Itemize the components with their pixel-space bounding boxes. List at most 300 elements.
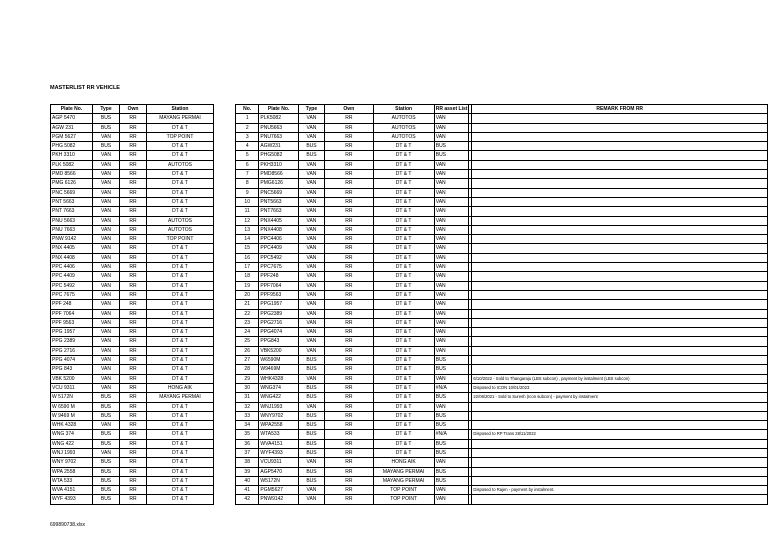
table-cell: Disposed to Rajen - payment by instalment. <box>472 486 768 495</box>
table-cell: DT & T <box>373 290 434 299</box>
table-row <box>236 402 768 411</box>
table-cell: PMG6126 <box>259 179 298 188</box>
table-cell: VAN <box>434 170 469 179</box>
table-cell: PMD8566 <box>259 170 298 179</box>
table-cell: VAN <box>434 281 469 290</box>
table-row <box>51 225 214 234</box>
table-cell: VAN <box>434 114 469 123</box>
table-cell: DT & T <box>373 216 434 225</box>
table-cell: PPF 248 <box>51 300 93 309</box>
table-cell: VAN <box>298 290 324 299</box>
table-cell: PPG2716 <box>259 318 298 327</box>
table-cell: WPA 2558 <box>51 467 93 476</box>
table-cell: DT & T <box>147 467 214 476</box>
table-row <box>236 356 768 365</box>
table-cell: VAN <box>298 402 324 411</box>
table-cell: BUS <box>93 393 120 402</box>
table-cell: 22 <box>236 309 259 318</box>
table-row <box>51 170 214 179</box>
table-cell: BUS <box>298 411 324 420</box>
table-cell: Disposed to RP Trans 28/11/2022 <box>472 430 768 439</box>
table-cell: RR <box>120 281 147 290</box>
table-cell: RR <box>120 318 147 327</box>
table-cell: VAN <box>298 197 324 206</box>
table-cell: WHK4328 <box>259 374 298 383</box>
table-cell: 3 <box>236 132 259 141</box>
table-cell: PNU7663 <box>259 132 298 141</box>
table-cell: VAN <box>434 346 469 355</box>
asset-comparison-table <box>235 104 768 505</box>
table-cell: PNU 5663 <box>51 216 93 225</box>
table-cell: RR <box>325 272 373 281</box>
table-row <box>236 309 768 318</box>
table-cell: 7 <box>236 170 259 179</box>
table-cell: WTA533 <box>259 430 298 439</box>
table-cell: VAN <box>434 374 469 383</box>
table-cell: VAN <box>298 374 324 383</box>
table-cell: RR <box>120 356 147 365</box>
table-cell: DT & T <box>373 448 434 457</box>
table-cell: VAN <box>434 309 469 318</box>
table-cell: WYF4393 <box>259 448 298 457</box>
table-cell <box>472 421 768 430</box>
table-cell: 33 <box>236 411 259 420</box>
table-cell: 38 <box>236 458 259 467</box>
table-cell: 25 <box>236 337 259 346</box>
table-cell: DT & T <box>373 179 434 188</box>
table-cell: DT & T <box>147 439 214 448</box>
column-header: Station <box>373 105 434 114</box>
table-row <box>236 132 768 141</box>
table-cell <box>472 411 768 420</box>
table-cell: 2 <box>236 123 259 132</box>
table-cell: VAN <box>434 486 469 495</box>
table-row <box>236 244 768 253</box>
table-row <box>236 467 768 476</box>
table-cell: RR <box>325 411 373 420</box>
table-cell: RR <box>325 225 373 234</box>
table-cell: VAN <box>298 486 324 495</box>
table-cell: DT & T <box>147 318 214 327</box>
table-cell: 34 <box>236 421 259 430</box>
table-cell: DT & T <box>373 421 434 430</box>
table-cell: RR <box>325 318 373 327</box>
table-cell: PPG 2716 <box>51 346 93 355</box>
table-cell: DT & T <box>373 346 434 355</box>
table-cell: PMG 6126 <box>51 179 93 188</box>
table-cell: RR <box>325 170 373 179</box>
table-cell: 18 <box>236 272 259 281</box>
table-cell: RR <box>325 160 373 169</box>
table-cell: BUS <box>93 439 120 448</box>
table-cell: VAN <box>93 253 120 262</box>
table-row <box>51 300 214 309</box>
table-cell: VAN <box>298 179 324 188</box>
table-cell: 5 <box>236 151 259 160</box>
table-cell: RR <box>325 486 373 495</box>
table-cell: RR <box>120 151 147 160</box>
table-cell: VAN <box>93 207 120 216</box>
table-cell <box>472 132 768 141</box>
table-cell: DT & T <box>373 142 434 151</box>
table-cell: WNG 374 <box>51 430 93 439</box>
table-cell: 8 <box>236 179 259 188</box>
table-cell <box>472 318 768 327</box>
table-cell: VAN <box>434 495 469 504</box>
table-row <box>236 197 768 206</box>
table-cell: DT & T <box>147 402 214 411</box>
table-cell <box>472 207 768 216</box>
table-cell: RR <box>120 290 147 299</box>
table-cell: PNC5669 <box>259 188 298 197</box>
table-cell: VCU 9311 <box>51 383 93 392</box>
table-cell: RR <box>120 207 147 216</box>
table-cell: VAN <box>93 170 120 179</box>
table-cell: RR <box>325 448 373 457</box>
table-cell <box>472 476 768 485</box>
table-cell: WTA 533 <box>51 476 93 485</box>
column-header: Plate No. <box>259 105 298 114</box>
table-cell: AUTOTOS <box>147 216 214 225</box>
table-cell <box>472 346 768 355</box>
table-cell: PNX4405 <box>259 216 298 225</box>
table-row <box>51 290 214 299</box>
table-cell: VAN <box>93 272 120 281</box>
table-cell: Disposed to ICON 10/01/2023 <box>472 383 768 392</box>
table-cell: 37 <box>236 448 259 457</box>
table-row <box>236 253 768 262</box>
table-row <box>51 114 214 123</box>
table-cell: VAN <box>434 225 469 234</box>
table-cell: VAN <box>93 300 120 309</box>
table-cell <box>472 328 768 337</box>
table-cell: DT & T <box>373 374 434 383</box>
table-row <box>51 253 214 262</box>
table-cell: VAN <box>93 383 120 392</box>
table-cell: BUS <box>93 495 120 504</box>
table-cell: VAN <box>434 235 469 244</box>
table-cell: PHG5082 <box>259 151 298 160</box>
table-row <box>51 495 214 504</box>
table-row <box>236 411 768 420</box>
table-cell: PPG 2389 <box>51 337 93 346</box>
table-cell: VAN <box>298 328 324 337</box>
table-cell: PPF 9563 <box>51 318 93 327</box>
table-cell: DT & T <box>373 244 434 253</box>
table-cell: AUTOTOS <box>373 123 434 132</box>
table-cell: RR <box>120 235 147 244</box>
table-cell: RR <box>120 188 147 197</box>
table-cell: RR <box>325 263 373 272</box>
table-cell: DT & T <box>373 309 434 318</box>
table-cell: VAN <box>434 160 469 169</box>
table-cell: BUS <box>298 439 324 448</box>
table-cell: DT & T <box>373 225 434 234</box>
table-cell: RR <box>325 402 373 411</box>
table-cell: WHK 4328 <box>51 421 93 430</box>
table-cell: PPC 5492 <box>51 281 93 290</box>
table-cell: VAN <box>93 151 120 160</box>
table-cell: BUS <box>434 142 469 151</box>
table-cell: RR <box>325 179 373 188</box>
table-cell: RR <box>325 495 373 504</box>
table-row <box>236 207 768 216</box>
table-cell: PLK5082 <box>259 114 298 123</box>
table-cell <box>472 114 768 123</box>
table-cell: RR <box>120 365 147 374</box>
table-cell: BUS <box>298 365 324 374</box>
table-cell: AGW231 <box>259 142 298 151</box>
table-cell: RR <box>325 123 373 132</box>
table-cell: VAN <box>93 421 120 430</box>
table-cell: 16 <box>236 253 259 262</box>
table-cell: 35 <box>236 430 259 439</box>
table-cell: AGP5470 <box>259 467 298 476</box>
table-cell: RR <box>325 458 373 467</box>
table-cell: PNU 7663 <box>51 225 93 234</box>
table-cell: DT & T <box>147 290 214 299</box>
table-row <box>51 458 214 467</box>
table-cell: 42 <box>236 495 259 504</box>
table-cell: DT & T <box>147 253 214 262</box>
table-cell: 41 <box>236 486 259 495</box>
table-cell: DT & T <box>373 402 434 411</box>
table-cell: PPG4074 <box>259 328 298 337</box>
table-row <box>51 207 214 216</box>
table-cell: PPG 4074 <box>51 356 93 365</box>
table-cell: DT & T <box>373 383 434 392</box>
table-cell: PPC4406 <box>259 235 298 244</box>
table-cell: RR <box>325 328 373 337</box>
table-cell <box>472 337 768 346</box>
column-header: No. <box>236 105 259 114</box>
table-cell: RR <box>325 197 373 206</box>
table-row <box>51 467 214 476</box>
table-cell: DT & T <box>147 179 214 188</box>
table-cell: RR <box>120 114 147 123</box>
table-cell: VAN <box>298 253 324 262</box>
table-row <box>236 439 768 448</box>
table-cell: RR <box>325 374 373 383</box>
table-cell: PMD 8566 <box>51 170 93 179</box>
table-cell <box>472 300 768 309</box>
column-header: Station <box>147 105 214 114</box>
table-cell: VAN <box>93 337 120 346</box>
table-cell: DT & T <box>147 346 214 355</box>
column-header: Own <box>120 105 147 114</box>
table-cell: BUS <box>298 142 324 151</box>
table-cell: BUS <box>298 421 324 430</box>
table-cell: DT & T <box>147 337 214 346</box>
table-cell: RR <box>120 309 147 318</box>
table-cell: RR <box>120 402 147 411</box>
table-cell: BUS <box>298 393 324 402</box>
table-cell <box>472 281 768 290</box>
table-cell: WNY 9702 <box>51 458 93 467</box>
table-cell: 11 <box>236 207 259 216</box>
table-cell: BUS <box>434 421 469 430</box>
table-cell: RR <box>120 142 147 151</box>
table-row <box>51 244 214 253</box>
table-cell: DT & T <box>373 160 434 169</box>
table-cell: DT & T <box>147 281 214 290</box>
table-cell: VAN <box>93 263 120 272</box>
table-row <box>51 216 214 225</box>
table-row <box>236 114 768 123</box>
table-cell: VAN <box>298 225 324 234</box>
table-cell: RR <box>120 458 147 467</box>
table-row <box>236 430 768 439</box>
table-cell: RR <box>120 495 147 504</box>
table-cell: VAN <box>93 179 120 188</box>
table-cell <box>472 123 768 132</box>
table-cell <box>472 272 768 281</box>
table-cell: DT & T <box>373 197 434 206</box>
table-cell: BUS <box>93 402 120 411</box>
table-cell: VAN <box>93 318 120 327</box>
table-cell: DT & T <box>373 439 434 448</box>
table-cell: MAYANG PERMAI <box>147 114 214 123</box>
table-cell <box>472 467 768 476</box>
table-row <box>51 123 214 132</box>
table-cell: AUTOTOS <box>147 160 214 169</box>
table-cell <box>472 197 768 206</box>
table-cell: VAN <box>434 290 469 299</box>
table-cell: RR <box>325 207 373 216</box>
table-cell: PNU5663 <box>259 123 298 132</box>
table-cell: HONG AIK <box>147 383 214 392</box>
column-header: Type <box>298 105 324 114</box>
table-cell: RR <box>120 393 147 402</box>
table-cell: RR <box>325 309 373 318</box>
table-row <box>51 402 214 411</box>
table-cell: RR <box>325 365 373 374</box>
table-cell: VAN <box>434 123 469 132</box>
table-cell: DT & T <box>373 281 434 290</box>
table-row <box>236 328 768 337</box>
table-cell: VAN <box>93 365 120 374</box>
table-cell: PNT 7663 <box>51 207 93 216</box>
table-cell: WYF 4393 <box>51 495 93 504</box>
table-cell: PNT 5663 <box>51 197 93 206</box>
table-cell: PHG 5082 <box>51 142 93 151</box>
table-cell: VAN <box>93 160 120 169</box>
table-cell <box>472 244 768 253</box>
table-cell: VAN <box>434 253 469 262</box>
table-cell: RR <box>120 123 147 132</box>
table-cell: VAN <box>298 123 324 132</box>
table-cell: 30 <box>236 383 259 392</box>
table-cell: PNX 4405 <box>51 244 93 253</box>
table-row <box>236 142 768 151</box>
table-header-row <box>236 105 768 114</box>
table-row <box>51 337 214 346</box>
table-cell: DT & T <box>147 300 214 309</box>
column-header: Own <box>325 105 373 114</box>
table-cell: VAN <box>298 114 324 123</box>
table-cell: PPG 843 <box>51 365 93 374</box>
table-cell: DT & T <box>147 188 214 197</box>
table-cell: PNT7663 <box>259 207 298 216</box>
table-cell: DT & T <box>373 365 434 374</box>
table-cell: WNJ 1993 <box>51 448 93 457</box>
table-cell: VAN <box>93 225 120 234</box>
table-cell: DT & T <box>373 328 434 337</box>
table-row <box>51 263 214 272</box>
table-cell <box>472 365 768 374</box>
table-cell: WNG422 <box>259 393 298 402</box>
table-row <box>236 365 768 374</box>
table-cell: DT & T <box>147 123 214 132</box>
table-row <box>236 486 768 495</box>
table-cell: RR <box>325 300 373 309</box>
table-cell <box>472 151 768 160</box>
table-cell: BUS <box>298 448 324 457</box>
table-cell: VAN <box>298 337 324 346</box>
table-cell: 12 <box>236 216 259 225</box>
table-cell: VAN <box>93 197 120 206</box>
table-row <box>51 197 214 206</box>
table-cell: VAN <box>93 281 120 290</box>
table-cell: RR <box>325 430 373 439</box>
table-cell: RR <box>325 421 373 430</box>
table-cell: 1 <box>236 114 259 123</box>
table-cell: BUS <box>434 411 469 420</box>
table-cell: VBK5200 <box>259 346 298 355</box>
table-cell: DT & T <box>373 411 434 420</box>
table-cell: AUTOTOS <box>373 114 434 123</box>
table-cell: VAN <box>93 244 120 253</box>
table-cell <box>472 263 768 272</box>
table-cell: DT & T <box>373 170 434 179</box>
table-cell: HONG AIK <box>373 458 434 467</box>
table-cell <box>472 142 768 151</box>
table-cell: RR <box>325 393 373 402</box>
table-cell: RR <box>120 225 147 234</box>
table-cell: DT & T <box>147 309 214 318</box>
table-row <box>236 383 768 392</box>
table-cell: RR <box>120 244 147 253</box>
table-cell: VAN <box>298 272 324 281</box>
table-cell: VAN <box>93 346 120 355</box>
table-cell: BUS <box>434 439 469 448</box>
table-cell: VAN <box>434 263 469 272</box>
table-cell: VAN <box>434 300 469 309</box>
table-row <box>236 458 768 467</box>
table-cell: TOP POINT <box>147 235 214 244</box>
table-cell: 21 <box>236 300 259 309</box>
table-cell: BUS <box>298 467 324 476</box>
table-cell: 36 <box>236 439 259 448</box>
table-cell: 28 <box>236 365 259 374</box>
table-cell <box>472 160 768 169</box>
table-row <box>236 235 768 244</box>
table-cell: WNJ1993 <box>259 402 298 411</box>
table-cell: PPF248 <box>259 272 298 281</box>
table-cell: PPG843 <box>259 337 298 346</box>
table-row <box>236 170 768 179</box>
table-cell: RR <box>325 142 373 151</box>
table-row <box>51 132 214 141</box>
table-row <box>51 281 214 290</box>
table-cell <box>472 170 768 179</box>
table-cell: PNT5663 <box>259 197 298 206</box>
masterlist-table <box>50 104 214 505</box>
table-cell: RR <box>120 216 147 225</box>
table-cell: VAN <box>298 160 324 169</box>
table-cell <box>472 439 768 448</box>
table-cell <box>472 309 768 318</box>
